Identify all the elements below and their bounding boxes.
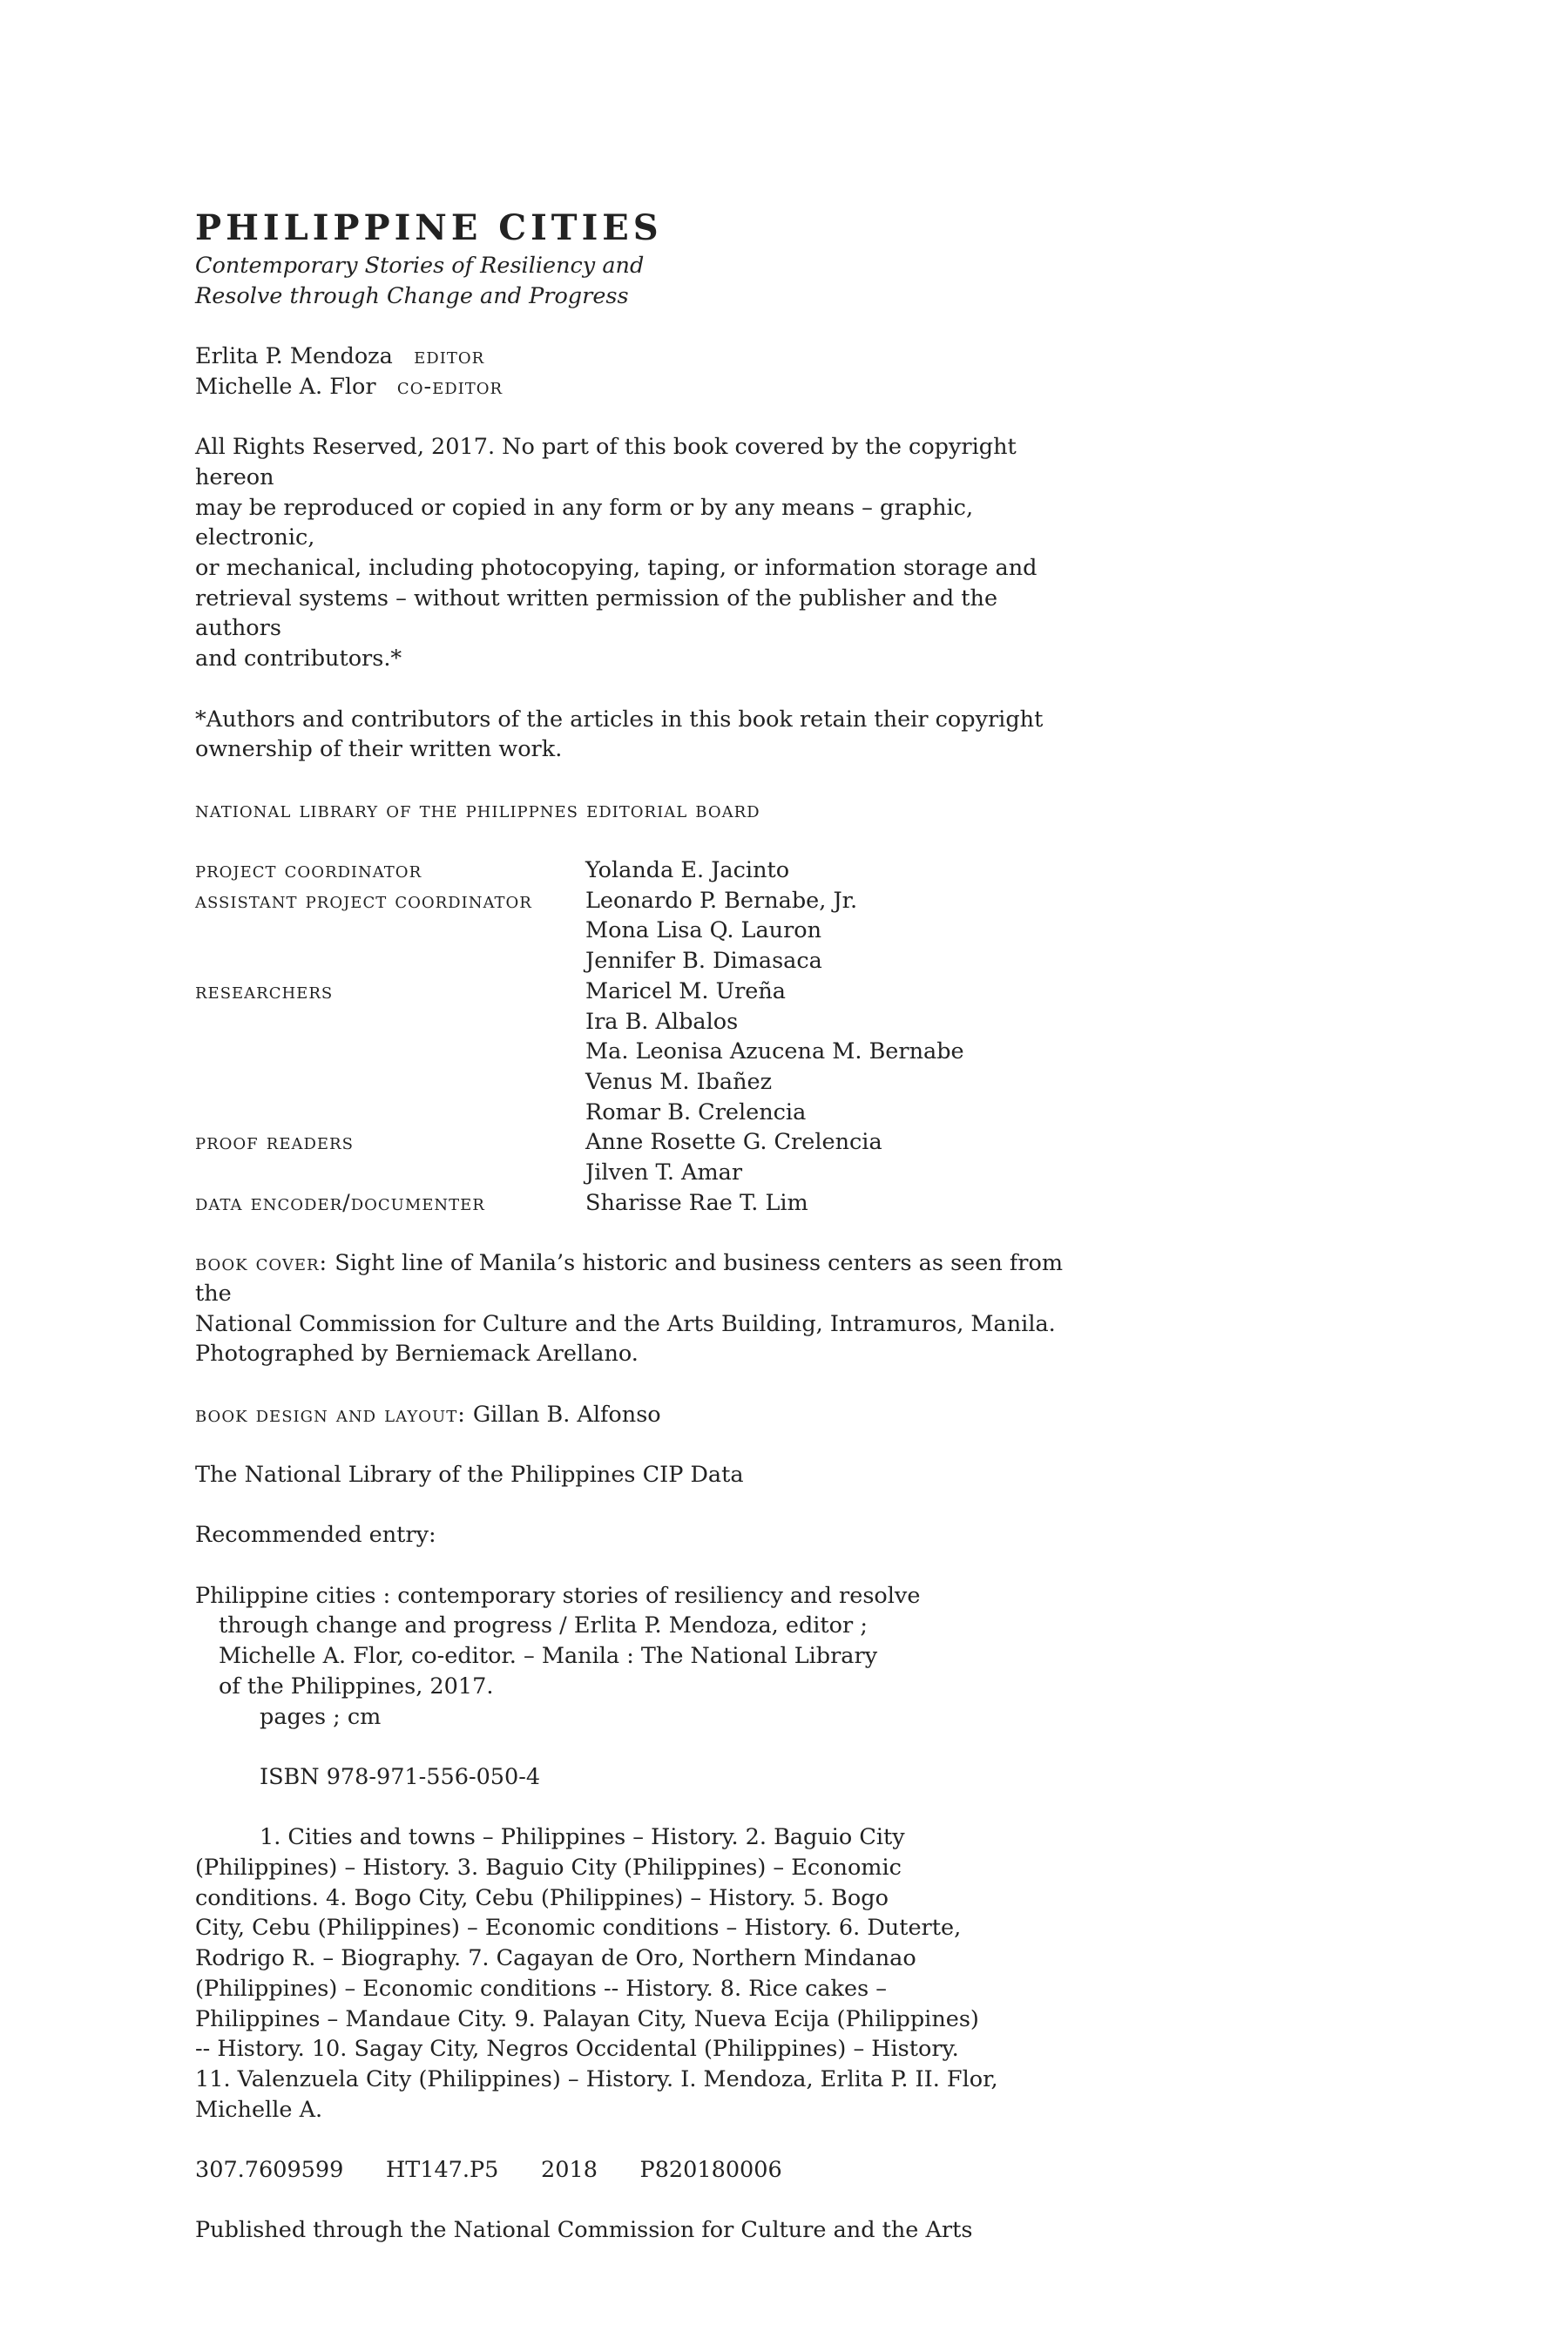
footnote-line: ownership of their written work. — [195, 736, 563, 763]
credit-role: assistant project coordinator — [195, 887, 532, 914]
credit-name: Anne Rosette G. Crelencia — [585, 1129, 882, 1156]
co-editor-name: Michelle A. Flor — [195, 373, 376, 400]
cip-subjects — [195, 1822, 1066, 2125]
cip-entry-line: Michelle A. Flor, co-editor. – Manila : The National Library — [219, 1643, 878, 1670]
credit-name: Yolanda E. Jacinto — [585, 856, 790, 883]
editor-name: Erlita P. Mendoza — [195, 343, 393, 370]
co-editor-line — [195, 372, 1066, 402]
copyright-line: retrieval systems – without written permission of the publisher and the authors — [195, 585, 998, 642]
cip-entry-line: Philippine cities : contemporary stories of resiliency and resolve — [195, 1582, 921, 1609]
editorial-board-credits — [195, 855, 1066, 1218]
cip-subject-line: (Philippines) – Economic conditions -- History. 8. Rice cakes – — [195, 1975, 888, 2002]
footnote-line: *Authors and contributors of the articles in this book retain their copyright — [195, 706, 1044, 733]
credit-name: Venus M. Ibañez — [585, 1068, 773, 1095]
credit-name: Jilven T. Amar — [585, 1159, 743, 1186]
cip-subject-line: Rodrigo R. – Biography. 7. Cagayan de Oro, Northern Mindanao — [195, 1945, 916, 1972]
cip-subject-line: City, Cebu (Philippines) – Economic conditions – History. 6. Duterte, — [195, 1915, 962, 1942]
book-subtitle-line: Contemporary Stories of Resiliency and — [195, 253, 645, 279]
credit-name: Ma. Leonisa Azucena M. Bernabe — [585, 1038, 964, 1065]
credit-name: Mona Lisa Q. Lauron — [585, 917, 822, 944]
cip-subject-line: Philippines – Mandaue City. 9. Palayan City, Nueva Ecija (Philippines) — [195, 2005, 979, 2032]
credit-name: Sharisse Rae T. Lim — [585, 1189, 808, 1216]
editor-role: editor — [414, 343, 485, 370]
cip-subject-line: conditions. 4. Bogo City, Cebu (Philippines) – History. 5. Bogo — [195, 1884, 889, 1911]
design-label: book design and layout: — [195, 1401, 466, 1428]
book-subtitle-line: Resolve through Change and Progress — [195, 282, 629, 309]
classification-numbers: 307.7609599 HT147.P5 2018 P820180006 — [195, 2157, 782, 2184]
cip-heading: The National Library of the Philippines CIP Data — [195, 1462, 744, 1488]
copyright-line: All Rights Reserved, 2017. No part of this book covered by the copyright hereon — [195, 434, 1017, 490]
publisher-note: Published through the National Commission for Culture and the Arts — [195, 2217, 973, 2244]
copyright-line: and contributors.* — [195, 645, 402, 672]
copyright-line: or mechanical, including photocopying, taping, or information storage and — [195, 555, 1037, 581]
editor-line — [195, 341, 1066, 372]
cip-subject-line: (Philippines) – History. 3. Baguio City (Philippines) – Economic — [195, 1855, 902, 1882]
credit-row — [195, 855, 1066, 886]
book-cover-text: Photographed by Berniemack Arellano. — [195, 1341, 639, 1368]
copyright-line: may be reproduced or copied in any form or by any means – graphic, electronic, — [195, 494, 974, 551]
design-value: Gillan B. Alfonso — [465, 1401, 661, 1428]
credit-name: Leonardo P. Bernabe, Jr. — [585, 887, 858, 914]
cip-subject-line: 1. Cities and towns – Philippines – History. 2. Baguio City — [260, 1824, 905, 1851]
co-editor-role: co-editor — [396, 373, 504, 400]
editorial-board-heading: national library of the philippnes editorial board — [195, 796, 760, 823]
book-title: PHILIPPINE CITIES — [195, 207, 663, 248]
credit-row — [195, 1127, 1066, 1187]
credit-name: Jennifer B. Dimasaca — [585, 948, 822, 975]
credit-role: data encoder/documenter — [195, 1189, 485, 1216]
book-cover-text: Sight line of Manila’s historic and business centers as seen from the — [195, 1250, 1064, 1307]
credit-role: project coordinator — [195, 856, 422, 883]
cip-pages: pages ; cm — [260, 1703, 382, 1730]
credit-role: researchers — [195, 977, 334, 1004]
credit-name: Maricel M. Ureña — [585, 977, 787, 1004]
book-cover-label: book cover: — [195, 1250, 328, 1277]
design-credit — [195, 1400, 1066, 1430]
book-cover-text: National Commission for Culture and the Arts Building, Intramuros, Manila. — [195, 1310, 1056, 1337]
credit-name: Ira B. Albalos — [585, 1008, 739, 1035]
copyright-footnote — [195, 705, 1066, 765]
isbn: ISBN 978-971-556-050-4 — [260, 1763, 541, 1790]
credit-row — [195, 886, 1066, 977]
cip-recommended-label: Recommended entry: — [195, 1522, 436, 1549]
book-cover-credit — [195, 1248, 1066, 1369]
credit-role: proof readers — [195, 1129, 354, 1156]
cip-entry-line: through change and progress / Erlita P. Mendoza, editor ; — [219, 1612, 868, 1639]
copyright-notice — [195, 432, 1066, 674]
credit-row — [195, 1188, 1066, 1219]
cip-subject-line: Michelle A. — [195, 2096, 323, 2123]
cip-entry — [195, 1581, 1066, 1733]
cip-entry-line: of the Philippines, 2017. — [219, 1673, 494, 1700]
credit-row — [195, 977, 1066, 1128]
copyright-page — [195, 206, 1066, 2246]
credit-name: Romar B. Crelencia — [585, 1098, 807, 1125]
cip-subject-line: 11. Valenzuela City (Philippines) – History. I. Mendoza, Erlita P. II. Flor, — [195, 2066, 998, 2092]
cip-subject-line: -- History. 10. Sagay City, Negros Occidental (Philippines) – History. — [195, 2036, 959, 2063]
